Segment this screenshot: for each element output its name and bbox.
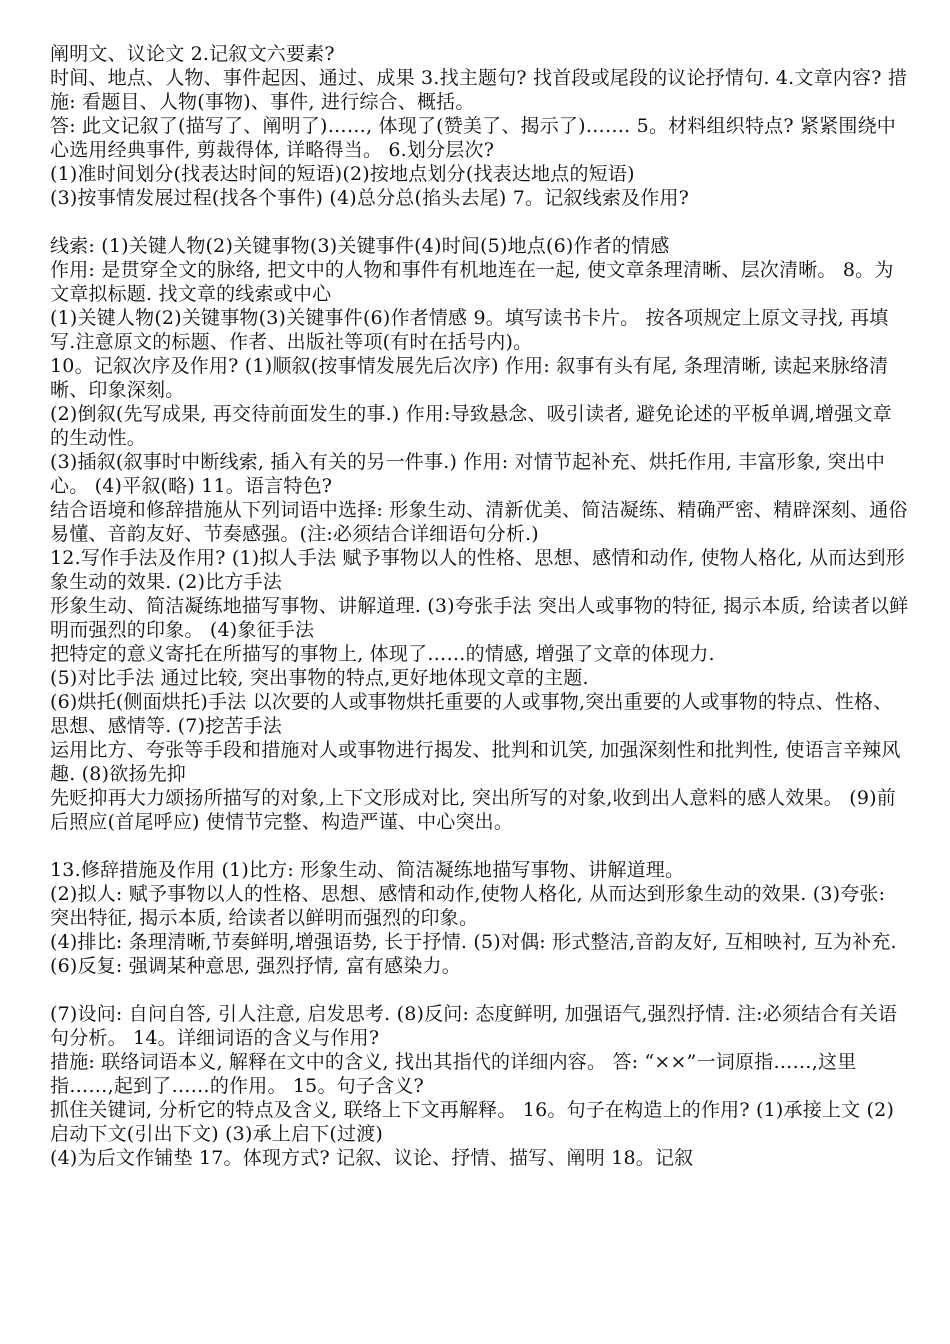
paragraph: (1)关键人物(2)关键事物(3)关键事件(6)作者情感 9。填写读书卡片。 按各项规定上原文寻找, 再填写.注意原文的标题、作者、出版社等项(有时在括号内)。: [50, 307, 889, 353]
paragraph: (3)插叙(叙事时中断线索, 插入有关的另一件事.) 作用: 对情节起补充、烘托作用, 丰富形象, 突出中心。 (4)平叙(略) 11。语言特色?: [50, 451, 886, 497]
paragraph: 结合语境和修辞措施从下列词语中选择: 形象生动、清新优美、简洁凝练、精确严密、精辟深刻、通俗易懂、音韵友好、节奏感强。(注:必须结合详细语句分析.): [50, 499, 908, 545]
paragraph: 10。记叙次序及作用? (1)顺叙(按事情发展先后次序) 作用: 叙事有头有尾, 条理清晰, 读起来脉络清晰、印象深刻。: [50, 355, 889, 401]
paragraph: (4)为后文作铺垫 17。体现方式? 记叙、议论、抒情、描写、阐明 18。记叙: [50, 1147, 694, 1169]
paragraph: 把特定的意义寄托在所描写的事物上, 体现了……的情感, 增强了文章的体现力.: [50, 643, 715, 665]
paragraph: 12.写作手法及作用? (1)拟人手法 赋予事物以人的性格、思想、感情和动作, 使物人格化, 从而达到形象生动的效果. (2)比方手法: [50, 547, 905, 593]
paragraph: 抓住关键词, 分析它的特点及含义, 联络上下文再解释。 16。句子在构造上的作用? (1)承接上文 (2)启动下文(引出下文) (3)承上启下(过渡): [50, 1099, 895, 1145]
blank-line: [50, 978, 910, 1002]
paragraph: 作用: 是贯穿全文的脉络, 把文中的人物和事件有机地连在一起, 使文章条理清晰、层次清晰。 8。为文章拟标题. 找文章的线索或中心: [50, 259, 894, 305]
paragraph: 13.修辞措施及作用 (1)比方: 形象生动、简洁凝练地描写事物、讲解道理。: [50, 859, 685, 881]
paragraph: 答: 此文记叙了(描写了、阐明了)……, 体现了(赞美了、揭示了)……. 5。材料组织特点? 紧紧围绕中心选用经典事件, 剪裁得体, 详略得当。 6.划分层次?: [50, 115, 896, 161]
paragraph: 形象生动、简洁凝练地描写事物、讲解道理. (3)夸张手法 突出人或事物的特征, 揭示本质, 给读者以鲜明而强烈的印象。 (4)象征手法: [50, 595, 909, 641]
paragraph: 时间、地点、人物、事件起因、通过、成果 3.找主题句? 找首段或尾段的议论抒情句. 4.文章内容? 措施: 看题目、人物(事物)、事件, 进行综合、概括。: [50, 67, 908, 113]
paragraph: 措施: 联络词语本义, 解释在文中的含义, 找出其指代的详细内容。 答: “××”一词原指……,这里指……,起到了……的作用。 15。句子含义?: [50, 1051, 857, 1097]
paragraph: 先贬抑再大力颂扬所描写的对象,上下文形成对比, 突出所写的对象,收到出人意料的感人效果。 (9)前后照应(首尾呼应) 使情节完整、构造严谨、中心突出。: [50, 787, 896, 833]
blank-line: [50, 834, 910, 858]
paragraph: 阐明文、议论文 2.记叙文六要素?: [50, 43, 335, 65]
paragraph: (5)对比手法 通过比较, 突出事物的特点,更好地体现文章的主题.: [50, 667, 589, 689]
paragraph: (4)排比: 条理清晰,节奏鲜明,增强语势, 长于抒情. (5)对偶: 形式整洁,音韵友好, 互相映衬, 互为补充. (6)反复: 强调某种意思, 强烈抒情, 富有感染力。: [50, 931, 897, 977]
paragraph: (2)倒叙(先写成果, 再交待前面发生的事.) 作用:导致悬念、吸引读者, 避免论述的平板单调,增强文章的生动性。: [50, 403, 892, 449]
paragraph: (6)烘托(侧面烘托)手法 以次要的人或事物烘托重要的人或事物,突出重要的人或事物的特点、性格、思想、感情等. (7)挖苦手法: [50, 691, 893, 737]
paragraph: (1)准时间划分(找表达时间的短语)(2)按地点划分(找表达地点的短语): [50, 163, 635, 185]
paragraph: 运用比方、夸张等手段和措施对人或事物进行揭发、批判和讥笑, 加强深刻性和批判性, 使语言辛辣风趣. (8)欲扬先抑: [50, 739, 901, 785]
paragraph: 线索: (1)关键人物(2)关键事物(3)关键事件(4)时间(5)地点(6)作者的情感: [50, 235, 670, 257]
paragraph: (2)拟人: 赋予事物以人的性格、思想、感情和动作,使物人格化, 从而达到形象生动的效果. (3)夸张: 突出特征, 揭示本质, 给读者以鲜明而强烈的印象。: [50, 883, 886, 929]
paragraph: (3)按事情发展过程(找各个事件) (4)总分总(掐头去尾) 7。记叙线索及作用?: [50, 187, 690, 209]
document-page: [50, 42, 910, 1170]
blank-line: [50, 210, 910, 234]
paragraph: (7)设问: 自问自答, 引人注意, 启发思考. (8)反问: 态度鲜明, 加强语气,强烈抒情. 注:必须结合有关语句分析。 14。详细词语的含义与作用?: [50, 1003, 898, 1049]
